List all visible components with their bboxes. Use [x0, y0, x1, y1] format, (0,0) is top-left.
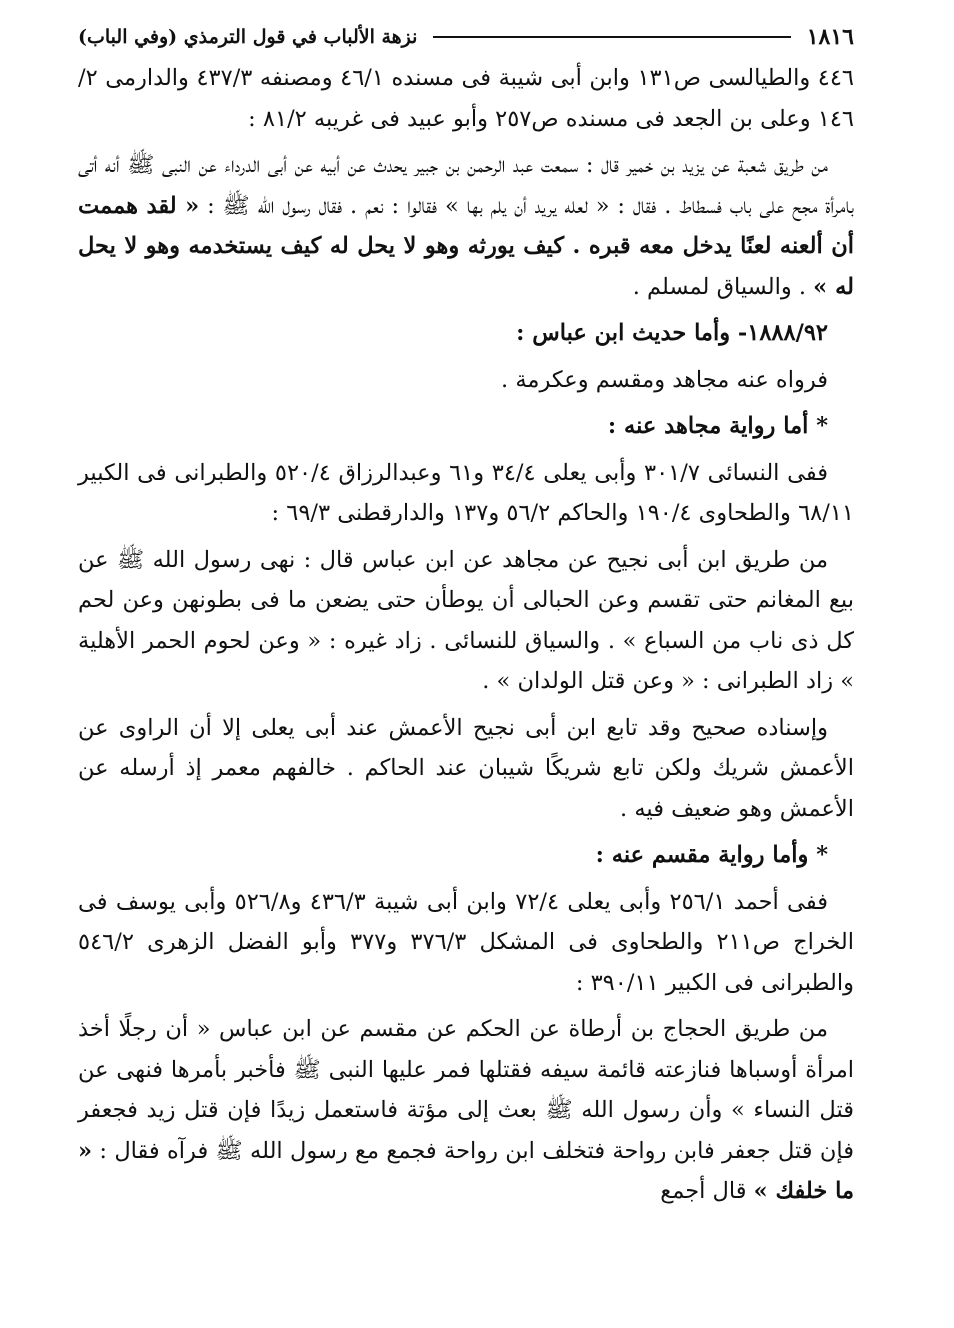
paragraph-narrators: فرواه عنه مجاهد ومقسم وعكرمة . — [501, 366, 828, 393]
paragraph-citations-1: ٤٤٦ والطيالسى ص١٣١ وابن أبى شيبة فى مسنده ٤٦/١ ومصنفه ٤٣٧/٣ والدارمى ٢/ ١٤٦ وعلى بن الجعد فى مسنده ص٢٥٧ وأبو عبيد فى غريبه ٨١/٢ : — [78, 65, 855, 132]
body-text — [78, 58, 854, 1212]
running-title: نزهة الألباب في قول الترمذي (وفي الباب) — [78, 26, 418, 48]
header-rule — [433, 36, 790, 38]
paragraph-citations-3: ففى أحمد ٢٥٦/١ وأبى يعلى ٧٢/٤ وابن أبى شيبة ٤٣٦/٣ و٥٢٦/٨ وأبى يوسف فى الخراج ص٢١١ والطحاوى فى المشكل ٣٧٦/٣ و٣٧٧ وأبو الفضل الزهرى ٥٤٦/٢ والطبرانى فى الكبير ٣٩٠/١١ : — [78, 888, 854, 996]
hadith-text: من طريق الحجاج بن أرطاة عن الحكم عن مقسم عن ابن عباس « أن رجلًا أخذ امرأة أوسباها فنازعته قائمة سيفه فقتلها فمر عليها النبى ﷺ فأخبر بأمرها فنهى عن قتل النساء » وأن رسول الله ﷺ بعث إلى مؤتة فاستعمل زيدًا فإن قتل زيد فجعفر فإن قتل جعفر فابن رواحة فتخلف ابن رواحة فجمع مع رسول الله ﷺ فرآه فقال : — [78, 1016, 854, 1164]
section-heading-ibn-abbas: ١٨٨٨/٩٢- وأما حديث ابن عباس : — [516, 320, 828, 346]
hadith-text-end: قال أجمع — [660, 1178, 754, 1204]
subheading-miqsam: * وأما رواية مقسم عنه : — [595, 842, 828, 868]
hadith-text-end: . والسياق لمسلم . — [632, 273, 814, 300]
subheading-mujahid: * أما رواية مجاهد عنه : — [607, 413, 828, 439]
document-page — [78, 20, 854, 1308]
paragraph-isnad: وإسناده صحيح وقد تابع ابن أبى نجيح الأعمش عند أبى يعلى إلا أن الراوى عن الأعمش شريك ولكن تابع شريكًا شيبان عند الحاكم . خالفهم معمر إذ أرسله عن الأعمش وهو ضعيف فيه . — [78, 714, 854, 822]
paragraph-hadith-mujahid: من طريق ابن أبى نجيح عن مجاهد عن ابن عباس قال : نهى رسول الله ﷺ عن بيع المغانم حتى تقسم وعن الحبالى أن يوطأن حتى يضعن ما فى بطونهن وعن لحم كل ذى ناب من السباع » . والسياق للنسائى . زاد غيره : « وعن لحوم الحمر الأهلية » زاد الطبرانى : « وعن قتل الولدان » . — [78, 546, 854, 694]
hadith-quote-bold: « ما خلفك » — [78, 1137, 854, 1204]
page-header — [78, 20, 854, 54]
hadith-quote-bold: « لقد هممت أن ألعنه لعنًا يدخل معه قبره . كيف يورثه وهو لا يحل له كيف يستخدمه وهو لا يحل له » — [78, 192, 854, 300]
paragraph-hadith-miqsam — [78, 1009, 854, 1212]
paragraph-hadith-abu-darda — [78, 145, 854, 307]
paragraph-citations-2: ففى النسائى ٣٠١/٧ وأبى يعلى ٣٤/٤ و٦١ وعبدالرزاق ٥٢٠/٤ والطبرانى فى الكبير ٦٨/١١ والطحاوى ١٩٠/٤ والحاكم ٥٦/٢ و١٣٧ والدارقطنى ٦٩/٣ : — [78, 459, 854, 526]
page-number: ١٨١٦ — [806, 24, 854, 50]
hadith-text: من طريق شعبة عن يزيد بن خمير قال : سمعت عبد الرحمن بن جبير يحدث عن أبيه عن أبى الدرداء عن النبى ﷺ أنه أتى بامرأة مجح على باب فسطاط . فقال : « لعله يريد أن يلم بها » فقالوا : نعم . فقال رسول الله ﷺ : — [78, 152, 854, 219]
